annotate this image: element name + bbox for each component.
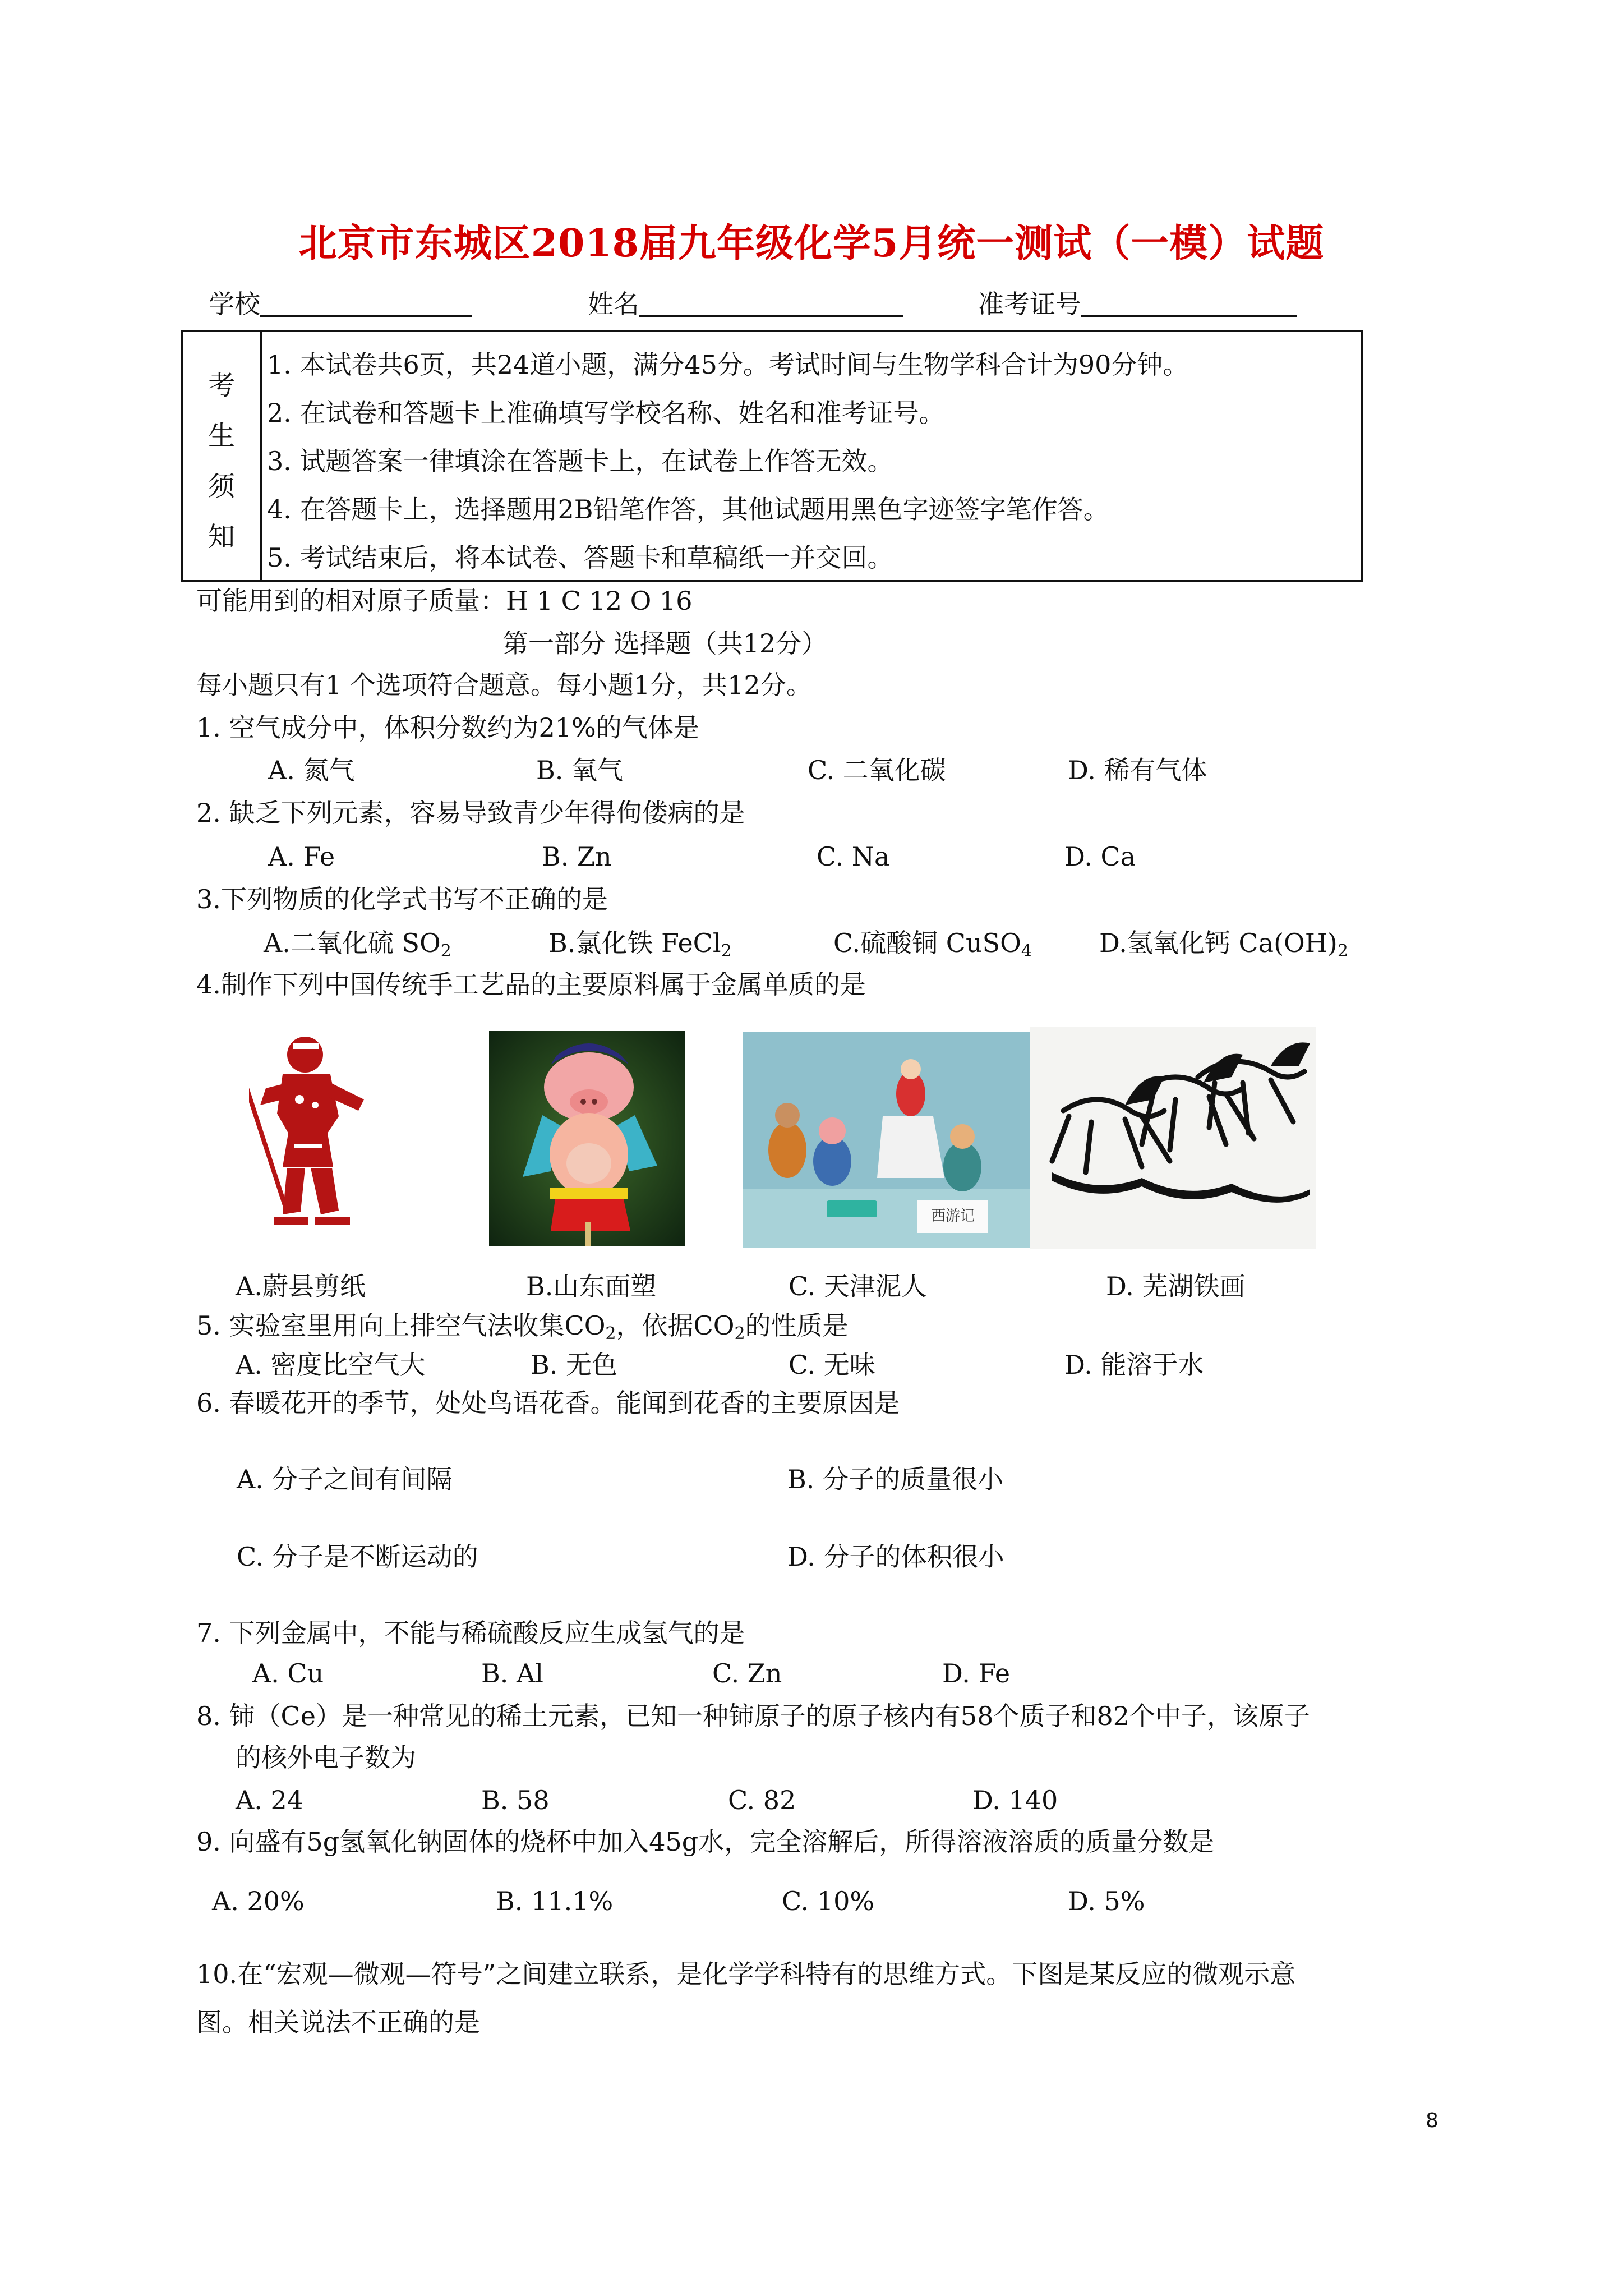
q8-option-a: A. 24	[236, 1785, 303, 1815]
q10-stem-cont: 图。相关说法不正确的是	[196, 2007, 480, 2037]
q3-option-c-text: C.硫酸铜 CuSO	[833, 928, 1021, 958]
q5-option-a: A. 密度比空气大	[236, 1350, 426, 1380]
notice-row: 2. 在试卷和答题卡上准确填写学校名称、姓名和准考证号。	[267, 398, 945, 428]
subscript: 4	[1021, 941, 1032, 961]
q3-stem: 3.下列物质的化学式书写不正确的是	[196, 884, 608, 914]
q9-option-a: A. 20%	[212, 1886, 305, 1916]
q5-option-c: C. 无味	[789, 1350, 875, 1380]
q1-option-a: A. 氮气	[268, 755, 355, 785]
subscript: 2	[734, 1324, 745, 1343]
q7-option-c: C. Zn	[712, 1658, 782, 1688]
q3-option-b-text: B.氯化铁 FeCl	[548, 928, 721, 958]
clay-figurines-image	[743, 1032, 1030, 1248]
exam-number-field[interactable]	[978, 291, 1297, 317]
plaque-text: 西游记	[930, 1208, 975, 1225]
q10-stem: 10.在“宏观—微观—符号”之间建立联系，是化学学科特有的思维方式。下图是某反应的微观示意	[196, 1959, 1296, 1989]
q6-stem: 6. 春暖花开的季节，处处鸟语花香。能闻到花香的主要原因是	[196, 1388, 900, 1418]
q2-option-d: D. Ca	[1064, 841, 1136, 872]
q7-option-b: B. Al	[481, 1658, 543, 1688]
notice-char: 知	[208, 521, 235, 553]
q3-option-a	[264, 928, 451, 961]
dough-figure-image	[489, 1031, 685, 1246]
q5-stem-part: ，依据CO	[616, 1310, 735, 1341]
school-label: 学校	[209, 289, 260, 319]
section-heading: 第一部分 选择题（共12分）	[502, 628, 828, 659]
papercut-image	[249, 1021, 378, 1245]
q7-option-d: D. Fe	[942, 1658, 1011, 1688]
q6-option-a: A. 分子之间有间隔	[237, 1464, 453, 1494]
notice-row: 5. 考试结束后，将本试卷、答题卡和草稿纸一并交回。	[267, 542, 893, 573]
q5-stem-part: 的性质是	[745, 1310, 849, 1341]
name-field[interactable]	[588, 291, 903, 317]
q2-option-a: A. Fe	[268, 841, 335, 872]
notice-side-label	[183, 332, 262, 580]
notice-row: 4. 在答题卡上，选择题用2B铅笔作答，其他试题用黑色字迹签字笔作答。	[267, 494, 1109, 524]
subscript: 2	[440, 941, 451, 961]
subscript: 2	[721, 941, 732, 961]
iron-painting-image	[1030, 1027, 1316, 1249]
q1-option-b: B. 氧气	[536, 755, 624, 785]
notice-row: 1. 本试卷共6页，共24道小题，满分45分。考试时间与生物学科合计为90分钟。	[267, 349, 1189, 380]
q6-option-b: B. 分子的质量很小	[787, 1464, 1004, 1494]
q4-option-a: A.蔚县剪纸	[236, 1271, 366, 1301]
exam-number-line	[1081, 291, 1297, 317]
q9-stem: 9. 向盛有5g氢氧化钠固体的烧杯中加入45g水，完全溶解后，所得溶液溶质的质量分数是	[196, 1826, 1215, 1857]
q4-option-b: B.山东面塑	[526, 1271, 657, 1301]
q8-option-c: C. 82	[728, 1785, 796, 1815]
q9-option-d: D. 5%	[1068, 1886, 1145, 1916]
q6-option-c: C. 分子是不断运动的	[237, 1542, 478, 1572]
atomic-mass-line: 可能用到的相对原子质量：H 1 C 12 O 16	[196, 586, 693, 616]
q5-option-d: D. 能溶于水	[1064, 1350, 1204, 1380]
q1-stem: 1. 空气成分中，体积分数约为21%的气体是	[196, 712, 699, 743]
exam-number-label: 准考证号	[978, 289, 1081, 319]
q8-stem: 8. 铈（Ce）是一种常见的稀土元素，已知一种铈原子的原子核内有58个质子和82个中子，该原子	[196, 1701, 1310, 1731]
q3-option-d-text: D.氢氧化钙 Ca(OH)	[1099, 928, 1338, 958]
q8-option-d: D. 140	[972, 1785, 1058, 1815]
q9-option-c: C. 10%	[782, 1886, 875, 1916]
q3-option-c	[833, 928, 1032, 961]
q8-stem-cont: 的核外电子数为	[236, 1742, 416, 1773]
q1-option-c: C. 二氧化碳	[808, 755, 946, 785]
q3-option-a-text: A.二氧化硫 SO	[264, 928, 441, 958]
q1-option-d: D. 稀有气体	[1068, 755, 1207, 785]
q7-stem: 7. 下列金属中，不能与稀硫酸反应生成氢气的是	[196, 1618, 745, 1648]
q5-stem	[196, 1310, 849, 1343]
subscript: 2	[605, 1324, 616, 1343]
notice-char: 须	[208, 471, 235, 502]
notice-char: 考	[208, 370, 235, 401]
q7-option-a: A. Cu	[252, 1658, 324, 1688]
q2-option-c: C. Na	[817, 841, 890, 872]
notice-char: 生	[208, 420, 235, 452]
q9-option-b: B. 11.1%	[496, 1886, 614, 1916]
q2-stem: 2. 缺乏下列元素，容易导致青少年得佝偻病的是	[196, 798, 745, 828]
school-field[interactable]	[209, 291, 472, 317]
q4-option-c: C. 天津泥人	[789, 1271, 927, 1301]
q6-option-d: D. 分子的体积很小	[787, 1542, 1004, 1572]
q3-option-b	[548, 928, 732, 961]
page-number: 8	[1426, 2109, 1438, 2132]
q4-option-d: D. 芜湖铁画	[1106, 1271, 1246, 1301]
instruction-line: 每小题只有1 个选项符合题意。每小题1分，共12分。	[196, 670, 812, 700]
q4-stem: 4.制作下列中国传统手工艺品的主要原料属于金属单质的是	[196, 969, 866, 1000]
name-label: 姓名	[588, 289, 639, 319]
page-title: 北京市东城区2018届九年级化学5月统一测试（一模）试题	[298, 221, 1325, 266]
school-line	[260, 291, 472, 317]
q3-option-d	[1099, 928, 1348, 961]
q2-option-b: B. Zn	[542, 841, 612, 872]
name-line	[639, 291, 903, 317]
notice-row: 3. 试题答案一律填涂在答题卡上，在试卷上作答无效。	[267, 446, 893, 476]
q5-stem-part: 5. 实验室里用向上排空气法收集CO	[196, 1310, 606, 1341]
q8-option-b: B. 58	[481, 1785, 550, 1815]
subscript: 2	[1337, 941, 1348, 961]
exam-notice-box	[181, 330, 1363, 582]
q5-option-b: B. 无色	[531, 1350, 618, 1380]
